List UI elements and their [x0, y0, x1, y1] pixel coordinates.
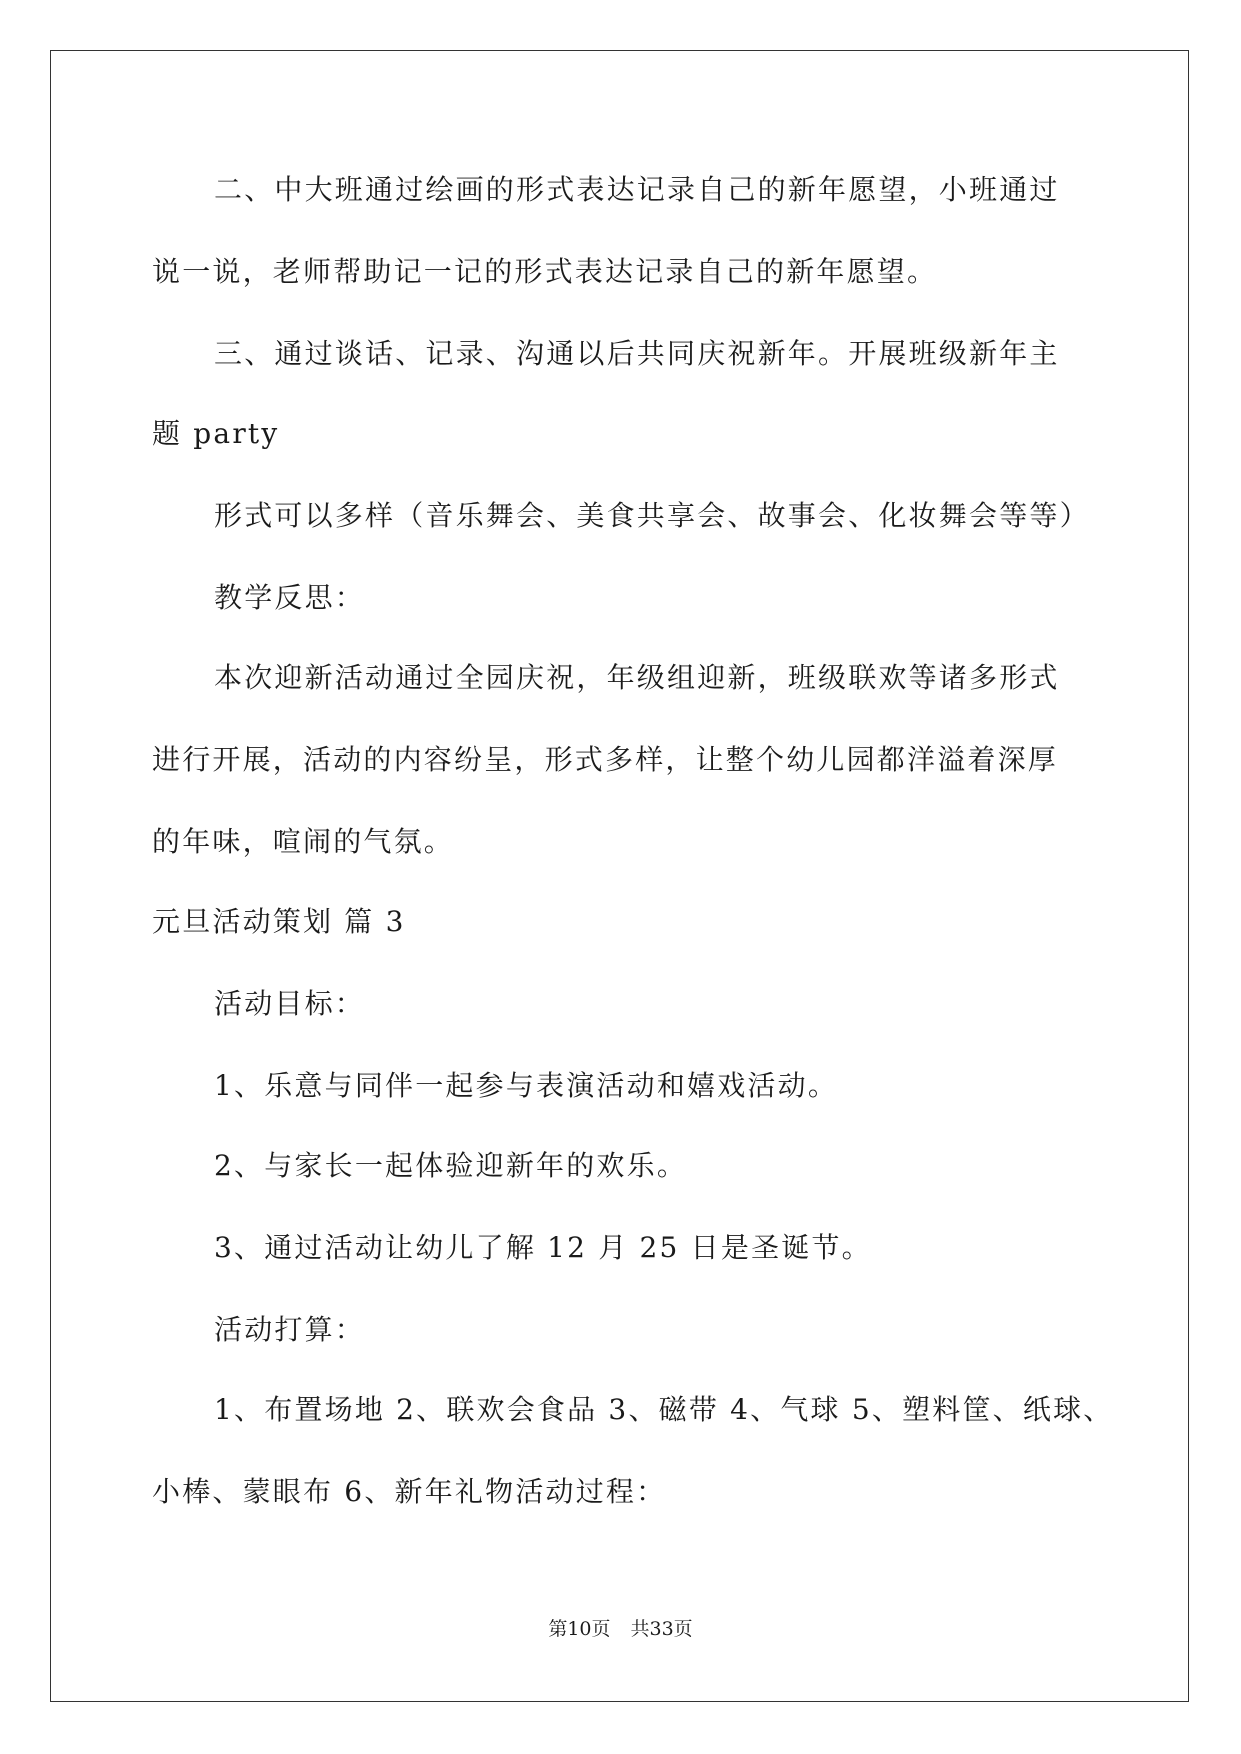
paragraph-line: 进行开展，活动的内容纷呈，形式多样，让整个幼儿园都洋溢着深厚: [152, 743, 1059, 776]
paragraph-line: 形式可以多样（音乐舞会、美食共享会、故事会、化妆舞会等等）: [214, 499, 1090, 532]
page-border: [50, 50, 1189, 1702]
paragraph-line: 活动目标：: [214, 987, 366, 1020]
paragraph-line: 活动打算：: [214, 1313, 366, 1346]
page-footer: [0, 1614, 1241, 1641]
page-number: 第10页: [548, 1618, 611, 1640]
paragraph-line: 二、中大班通过绘画的形式表达记录自己的新年愿望，小班通过: [214, 173, 1060, 206]
paragraph-line: 小棒、蒙眼布 6、新年礼物活动过程：: [152, 1475, 667, 1508]
paragraph-line: 题 party: [152, 417, 280, 450]
paragraph-line: 教学反思：: [214, 581, 366, 614]
paragraph-line: 三、通过谈话、记录、沟通以后共同庆祝新年。开展班级新年主: [214, 337, 1060, 370]
paragraph-line: 的年味，喧闹的气氛。: [152, 825, 455, 858]
paragraph-line: 说一说，老师帮助记一记的形式表达记录自己的新年愿望。: [152, 255, 938, 288]
list-item: 2、与家长一起体验迎新年的欢乐。: [214, 1149, 688, 1182]
section-heading: 元旦活动策划 篇 3: [152, 905, 406, 938]
list-item: 1、布置场地 2、联欢会食品 3、磁带 4、气球 5、塑料筐、纸球、: [214, 1393, 1114, 1426]
list-item: 3、通过活动让幼儿了解 12 月 25 日是圣诞节。: [214, 1231, 872, 1264]
paragraph-line: 本次迎新活动通过全园庆祝，年级组迎新，班级联欢等诸多形式: [214, 661, 1060, 694]
page-total: 共33页: [630, 1618, 693, 1640]
list-item: 1、乐意与同伴一起参与表演活动和嬉戏活动。: [214, 1069, 839, 1102]
